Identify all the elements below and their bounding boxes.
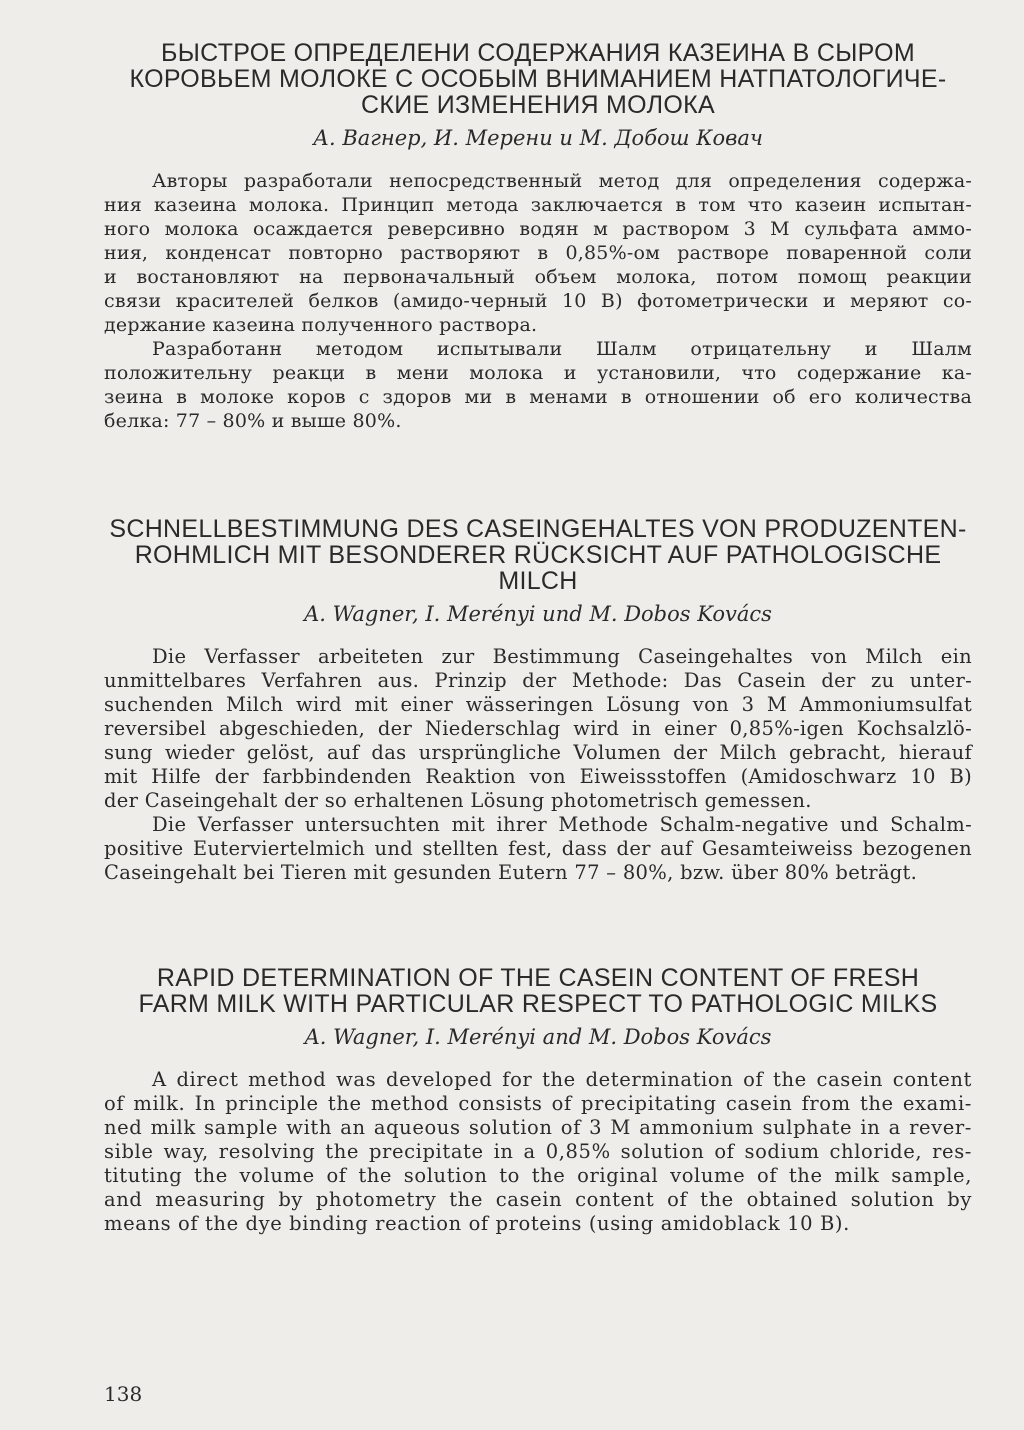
abstract-english [104, 965, 972, 1236]
paragraph-1-german [104, 645, 972, 813]
title-line: ROHMLICH MIT BESONDERER RÜCKSICHT AUF PATHOLOGISCHE [134, 541, 942, 569]
text-line: mit Hilfe der farbbindenden Reaktion von Eiweissstoffen (Amidoschwarz 10 B) [104, 765, 972, 788]
text-line: и востановляют на первоначальный объем молока, потом помощ реакции [104, 266, 972, 288]
page-number: 138 [104, 1382, 143, 1406]
paragraph-2-russian [104, 337, 972, 433]
title-russian [104, 40, 972, 118]
text-line: tituting the volume of the solution to the original volume of the milk sample, [104, 1164, 972, 1187]
authors-german: A. Wagner, I. Merényi und M. Dobos Kovács [304, 602, 772, 626]
text-line: Caseingehalt bei Tieren mit gesunden Eutern 77 – 80%, bzw. über 80% beträgt. [104, 861, 918, 884]
text-line: and measuring by photometry the casein content of the obtained solution by [104, 1188, 972, 1211]
paragraph-2-german [104, 813, 972, 885]
authors-russian: А. Вагнер, И. Мерени и М. Добош Ковач [313, 126, 763, 150]
title-german [104, 516, 972, 594]
paragraph-1-english [104, 1068, 972, 1236]
text-line: ного молока осаждается реверсивно водян м раствором 3 М сульфата аммо- [104, 218, 972, 240]
paragraph-1-russian [104, 169, 972, 337]
title-line: КОРОВЬЕМ МОЛОКЕ С ОСОБЫМ ВНИМАНИЕМ НАТПАТОЛОГИЧЕ- [129, 65, 947, 93]
text-line: связи красителей белков (амидо-черный 10 В) фотометрически и меряют со- [104, 290, 972, 312]
text-line: ned milk sample with an aqueous solution of 3 M ammonium sulphate in a rever- [104, 1116, 972, 1139]
text-line: Разработанн методом испытывали Шалм отрицательну и Шалм [152, 338, 972, 360]
text-line: positive Euterviertelmich und stellten fest, dass der auf Gesamteiweiss bezogenen [104, 837, 972, 860]
text-line: sible way, resolving the precipitate in a 0,85% solution of sodium chloride, res- [104, 1140, 972, 1163]
abstract-russian [104, 40, 972, 433]
text-line: зеина в молоке коров с здоров ми в менами в отношении об его количества [104, 386, 972, 408]
text-line: der Caseingehalt der so erhaltenen Lösung photometrisch gemessen. [104, 789, 812, 812]
authors-english: A. Wagner, I. Merényi and M. Dobos Kovács [304, 1025, 772, 1049]
text-line: ния казеина молока. Принцип метода заключается в том что казеин испытан- [104, 194, 972, 216]
title-line: RAPID DETERMINATION OF THE CASEIN CONTENT OF FRESH [156, 964, 920, 992]
text-line: A direct method was developed for the determination of the casein content [152, 1068, 972, 1091]
title-line: СКИЕ ИЗМЕНЕНИЯ МОЛОКА [361, 91, 715, 119]
text-line: белка: 77 – 80% и выше 80%. [104, 410, 402, 432]
text-line: Die Verfasser untersuchten mit ihrer Methode Schalm-negative und Schalm- [152, 813, 972, 836]
text-line: of milk. In principle the method consists of precipitating casein from the exami- [104, 1092, 972, 1115]
text-line: держание казеина полученного раствора. [104, 314, 538, 336]
text-line: sung wieder gelöst, auf das ursprüngliche Volumen der Milch gebracht, hierauf [104, 741, 972, 764]
abstract-german [104, 516, 972, 885]
text-line: reversibel abgeschieden, der Niederschlag wird in einer 0,85%-igen Kochsalzlö- [104, 717, 972, 740]
title-english [104, 965, 972, 1017]
text-line: means of the dye binding reaction of proteins (using amidoblack 10 B). [104, 1212, 850, 1235]
title-line: БЫСТРОЕ ОПРЕДЕЛЕНИ СОДЕРЖАНИЯ КАЗЕИНА В СЫРОМ [161, 39, 915, 67]
text-line: Авторы разработали непосредственный метод для определения содержа- [152, 170, 972, 192]
text-line: suchenden Milch wird mit einer wässeringen Lösung von 3 M Ammoniumsulfat [104, 693, 972, 716]
title-line: MILCH [498, 567, 578, 595]
text-line: ния, конденсат повторно растворяют в 0,85%-ом растворе поваренной соли [104, 242, 972, 264]
text-line: unmittelbares Verfahren aus. Prinzip der Methode: Das Casein der zu unter- [104, 669, 972, 692]
text-line: Die Verfasser arbeiteten zur Bestimmung Caseingehaltes von Milch ein [152, 645, 972, 668]
title-line: FARM MILK WITH PARTICULAR RESPECT TO PATHOLOGIC MILKS [138, 990, 938, 1018]
text-line: положительну реакци в мени молока и установили, что содержание ка- [104, 362, 972, 384]
title-line: SCHNELLBESTIMMUNG DES CASEINGEHALTES VON PRODUZENTEN- [109, 515, 967, 543]
